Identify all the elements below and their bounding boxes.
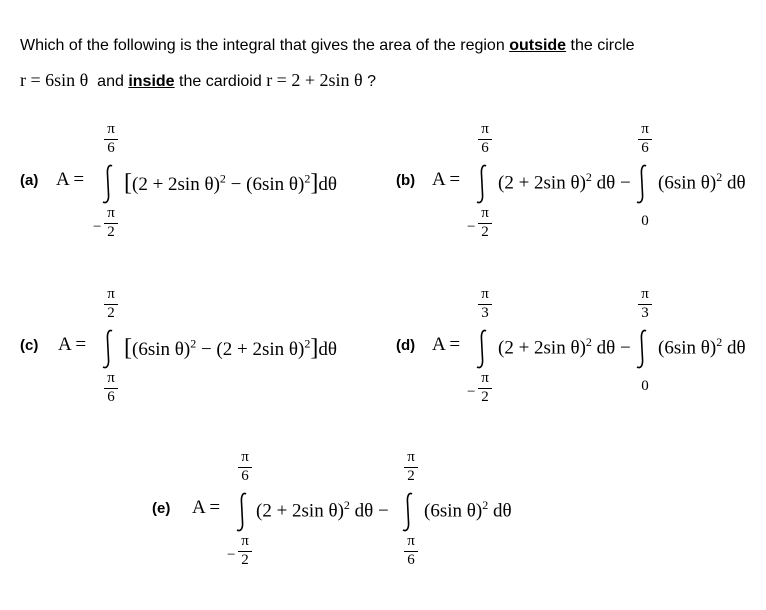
- integral-sign-icon: [100, 329, 116, 369]
- question-line-1: [20, 37, 635, 55]
- question-line-2: [20, 70, 376, 91]
- answer-b-lhs: A =: [432, 169, 461, 190]
- integral-sign-icon: [474, 329, 490, 369]
- integral-d-1: π 3 − π 2: [468, 283, 508, 413]
- answer-d-lhs: A =: [432, 334, 461, 355]
- circle-equation: r = 6sin θ: [20, 70, 89, 90]
- answer-c-label: (c): [20, 337, 39, 354]
- answer-e[interactable]: [152, 446, 552, 576]
- emphasis-inside: inside: [128, 73, 175, 90]
- integral-b-2: π 6 0: [628, 118, 668, 248]
- integral-sign-icon: [100, 164, 116, 204]
- answer-a-label: (a): [20, 172, 39, 189]
- integrand-b-1: (2 + 2sin θ)$^2$ dθ −: [498, 170, 631, 194]
- answer-d[interactable]: [396, 283, 756, 413]
- and-text: and: [97, 73, 124, 90]
- upper-limit: π 6: [94, 122, 128, 156]
- integrand-e-1: (2 + 2sin θ)$^2$ dθ −: [256, 498, 389, 522]
- question-text-end: the circle: [570, 37, 635, 54]
- answer-b-label: (b): [396, 172, 416, 189]
- answer-a[interactable]: [20, 118, 370, 248]
- integrand-d-2: (6sin θ)$^2$ dθ: [658, 335, 746, 359]
- integral-sign-icon: [234, 492, 250, 532]
- integral-sign-icon: [474, 164, 490, 204]
- integrand-a: [(2 + 2sin θ)$^2$ − (6sin θ)$^2$]dθ: [124, 170, 337, 196]
- answer-e-lhs: A =: [192, 497, 221, 518]
- question-mark: ?: [367, 73, 376, 90]
- integral-sign-icon: [634, 329, 650, 369]
- integrand-b-2: (6sin θ)$^2$ dθ: [658, 170, 746, 194]
- integral-e-2: π 2 π 6: [394, 446, 434, 576]
- answer-e-label: (e): [152, 500, 171, 517]
- lower-limit: − π 2: [94, 206, 128, 240]
- answer-a-lhs: A =: [56, 169, 85, 190]
- cardioid-text: the cardioid: [179, 73, 262, 90]
- integral-c: π 2 π 6: [94, 283, 134, 413]
- cardioid-equation: r = 2 + 2sin θ: [266, 70, 363, 90]
- integral-d-2: π 3 0: [628, 283, 668, 413]
- answer-b[interactable]: [396, 118, 756, 248]
- integral-e-1: π 6 − π 2: [228, 446, 268, 576]
- integral-sign-icon: [400, 492, 416, 532]
- integrand-c: [(6sin θ)$^2$ − (2 + 2sin θ)$^2$]dθ: [124, 335, 337, 361]
- answer-c-lhs: A =: [58, 334, 87, 355]
- integral-b-1: π 6 − π 2: [468, 118, 508, 248]
- answer-c[interactable]: [20, 283, 370, 413]
- integrand-d-1: (2 + 2sin θ)$^2$ dθ −: [498, 335, 631, 359]
- answer-d-label: (d): [396, 337, 416, 354]
- integrand-e-2: (6sin θ)$^2$ dθ: [424, 498, 512, 522]
- question-text: Which of the following is the integral that gives the area of the region: [20, 37, 505, 54]
- emphasis-outside: outside: [509, 37, 567, 54]
- integral-sign-icon: [634, 164, 650, 204]
